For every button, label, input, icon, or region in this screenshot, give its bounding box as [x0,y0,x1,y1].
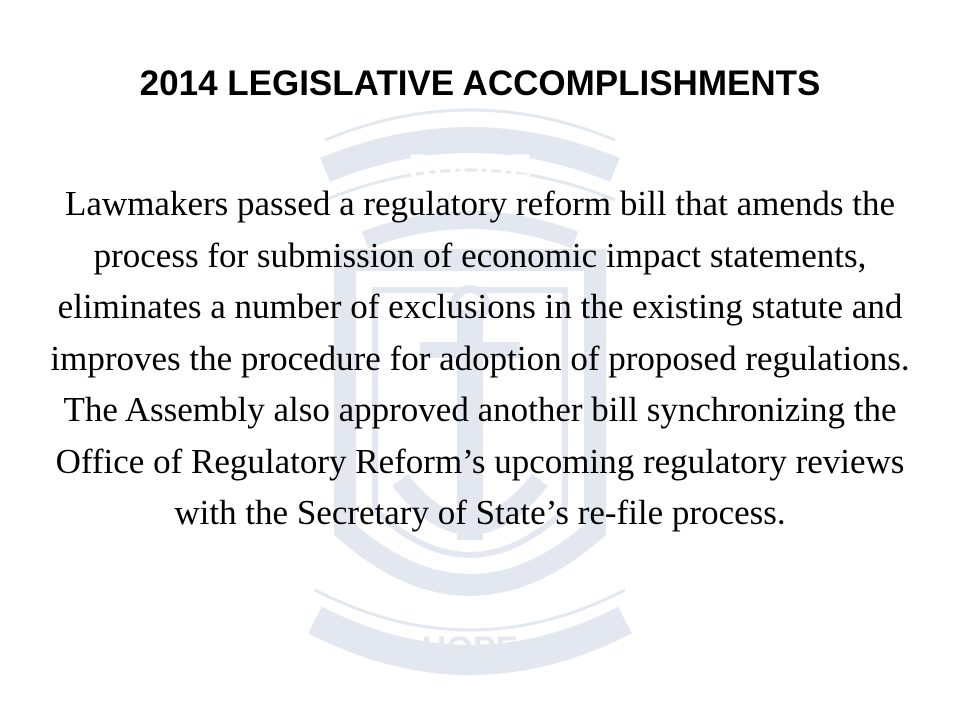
watermark-top-text: RHODE [408,148,532,186]
watermark-bottom-text: HOPE [421,630,519,668]
slide-title: 2014 LEGISLATIVE ACCOMPLISHMENTS [139,64,821,103]
slide-body-text: Lawmakers passed a regulatory reform bill that amends the process for submission of economic impact statements, eliminates a number of exclusions in the existing statute and improves the procedure for adoption of proposed regulations. The Assembly also approved another bill synchronizing the Office of Regulatory Reform’s upcoming regulatory reviews with the Secretary of State’s re-file process. [50,184,910,532]
